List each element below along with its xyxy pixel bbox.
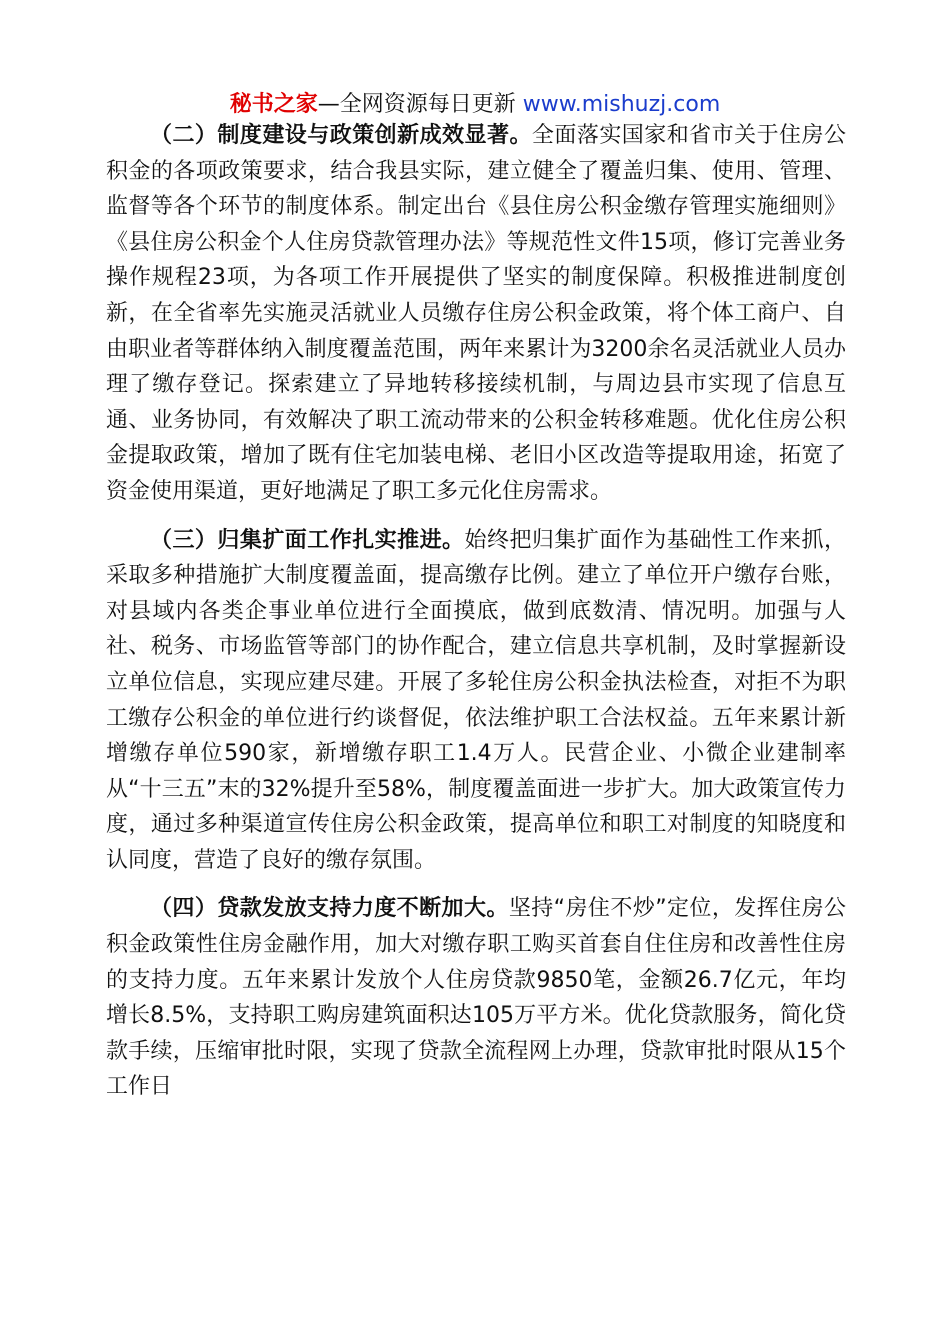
paragraph-heading: （三）归集扩面工作扎实推进。	[150, 527, 465, 553]
paragraph-text: 全面落实国家和省市关于住房公积金的各项政策要求，结合我县实际，建立健全了覆盖归集、使用、管理、监督等各个环节的制度体系。制定出台《县住房公积金缴存管理实施细则》《县住房公积金个人住房贷款管理办法》等规范性文件15项，修订完善业务操作规程23项，为各项工作开展提供了坚实的制度保障。积极推进制度创新，在全省率先实施灵活就业人员缴存住房公积金政策，将个体工商户、自由职业者等群体纳入制度覆盖范围，两年来累计为3200余名灵活就业人员办理了缴存登记。探索建立了异地转移接续机制，与周边县市实现了信息互通、业务协同，有效解决了职工流动带来的公积金转移难题。优化住房公积金提取政策，增加了既有住宅加装电梯、老旧小区改造等提取用途，拓宽了资金使用渠道，更好地满足了职工多元化住房需求。	[106, 123, 846, 504]
paragraph-text: 坚持“房住不炒”定位，发挥住房公积金政策性住房金融作用，加大对缴存职工购买首套自住住房和改善性住房的支持力度。五年来累计发放个人住房贷款9850笔，金额26.7亿元，年均增长8.5%，支持职工购房建筑面积达105万平方米。优化贷款服务，简化贷款手续，压缩审批时限，实现了贷款全流程网上办理，贷款审批时限从15个工作日	[106, 896, 846, 1100]
brand-name: 秘书之家	[229, 92, 318, 117]
paragraph-2	[106, 118, 846, 510]
paragraph-3	[106, 523, 846, 879]
header-tagline: —全网资源每日更新	[317, 92, 523, 117]
paragraph-4	[106, 891, 846, 1105]
paragraph-text: 始终把归集扩面作为基础性工作来抓，采取多种措施扩大制度覆盖面，提高缴存比例。建立了单位开户缴存台账，对县域内各类企事业单位进行全面摸底，做到底数清、情况明。加强与人社、税务、市场监管等部门的协作配合，建立信息共享机制，及时掌握新设立单位信息，实现应建尽建。开展了多轮住房公积金执法检查，对拒不为职工缴存公积金的单位进行约谈督促，依法维护职工合法权益。五年来累计新增缴存单位590家，新增缴存职工1.4万人。民营企业、小微企业建制率从“十三五”末的32%提升至58%，制度覆盖面进一步扩大。加大政策宣传力度，通过多种渠道宣传住房公积金政策，提高单位和职工对制度的知晓度和认同度，营造了良好的缴存氛围。	[106, 527, 846, 873]
paragraph-heading: （二）制度建设与政策创新成效显著。	[150, 123, 532, 148]
document-body	[106, 118, 846, 1118]
site-url-link[interactable]: www.mishuzj.com	[522, 92, 721, 117]
site-header	[0, 88, 950, 122]
paragraph-heading: （四）贷款发放支持力度不断加大。	[150, 896, 509, 922]
